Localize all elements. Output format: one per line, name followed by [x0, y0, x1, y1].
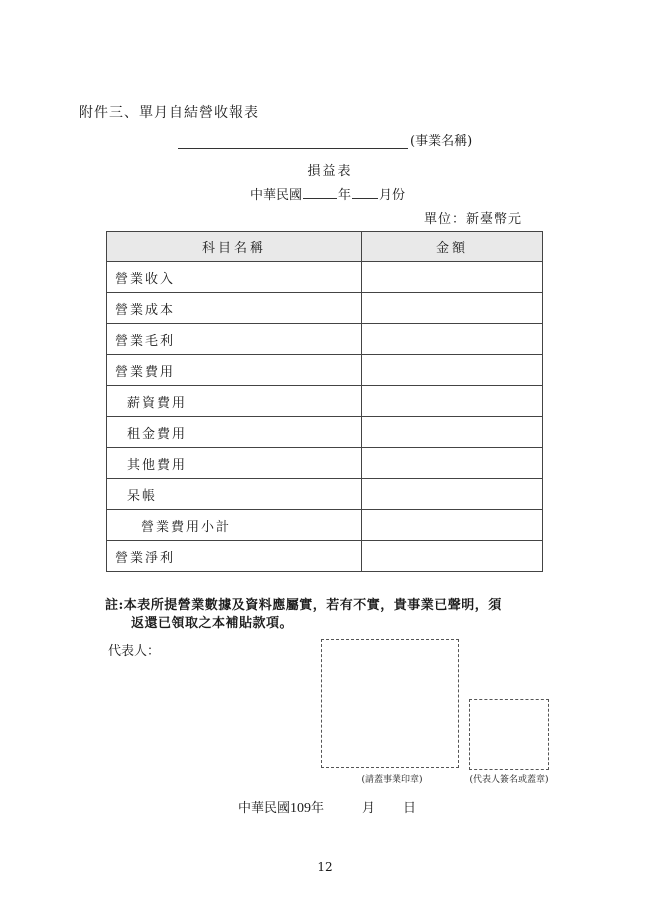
- sign-year-suffix: 年: [311, 801, 325, 816]
- row-item: 營業淨利: [107, 541, 362, 572]
- row-amount: [362, 479, 543, 510]
- year-blank: [303, 186, 337, 199]
- row-item: 營業費用小計: [107, 510, 362, 541]
- year-suffix: 年: [338, 188, 352, 203]
- row-amount: [362, 293, 543, 324]
- company-seal-box: [321, 639, 459, 768]
- business-name-label: (事業名稱): [410, 134, 473, 149]
- table-row: [107, 355, 543, 386]
- company-seal-label: (請蓋事業印章): [361, 775, 423, 785]
- business-name-blank: [178, 148, 408, 149]
- row-item: 薪資費用: [107, 386, 362, 417]
- table-row: [107, 541, 543, 572]
- representative-seal-box: [469, 699, 549, 770]
- currency-unit: 單位：新臺幣元: [424, 212, 523, 227]
- row-amount: [362, 510, 543, 541]
- row-item: 營業費用: [107, 355, 362, 386]
- report-title: 損益表: [307, 164, 353, 179]
- row-item: 營業成本: [107, 293, 362, 324]
- row-amount: [362, 448, 543, 479]
- row-item: 其他費用: [107, 448, 362, 479]
- table-row: [107, 324, 543, 355]
- row-amount: [362, 324, 543, 355]
- table-row: [107, 417, 543, 448]
- sign-month-suffix: 月: [362, 801, 376, 816]
- table-row: [107, 479, 543, 510]
- header-amount: 金額: [362, 232, 543, 262]
- representative-label: 代表人：: [108, 644, 161, 659]
- table-row: [107, 510, 543, 541]
- row-item: 呆帳: [107, 479, 362, 510]
- representative-seal-label: (代表人簽名或蓋章): [469, 775, 549, 785]
- table-header-row: [107, 232, 543, 262]
- page-number: 12: [317, 860, 333, 874]
- row-amount: [362, 386, 543, 417]
- row-amount: [362, 262, 543, 293]
- signing-date-line: [238, 797, 416, 817]
- row-item: 營業毛利: [107, 324, 362, 355]
- sign-day-suffix: 日: [403, 801, 417, 816]
- table-row: [107, 386, 543, 417]
- table-row: [107, 448, 543, 479]
- note-line-2: 返還已領取之本補貼款項。: [131, 616, 294, 631]
- month-suffix: 月份: [379, 188, 406, 203]
- table-row: [107, 293, 543, 324]
- note-line-1: 註:本表所提營業數據及資料應屬實，若有不實，貴事業已聲明，須: [105, 598, 502, 613]
- sign-year: 109: [290, 801, 312, 816]
- month-blank: [352, 186, 378, 199]
- report-date-line: [250, 184, 405, 203]
- date-prefix: 中華民國: [250, 188, 303, 203]
- row-item: 租金費用: [107, 417, 362, 448]
- attachment-heading: 附件三、單月自結營收報表: [79, 105, 259, 121]
- row-amount: [362, 541, 543, 572]
- row-item: 營業收入: [107, 262, 362, 293]
- table-row: [107, 262, 543, 293]
- sign-date-prefix: 中華民國: [238, 801, 291, 816]
- row-amount: [362, 417, 543, 448]
- header-item-name: 科目名稱: [107, 232, 362, 262]
- income-statement-table: [106, 231, 543, 572]
- row-amount: [362, 355, 543, 386]
